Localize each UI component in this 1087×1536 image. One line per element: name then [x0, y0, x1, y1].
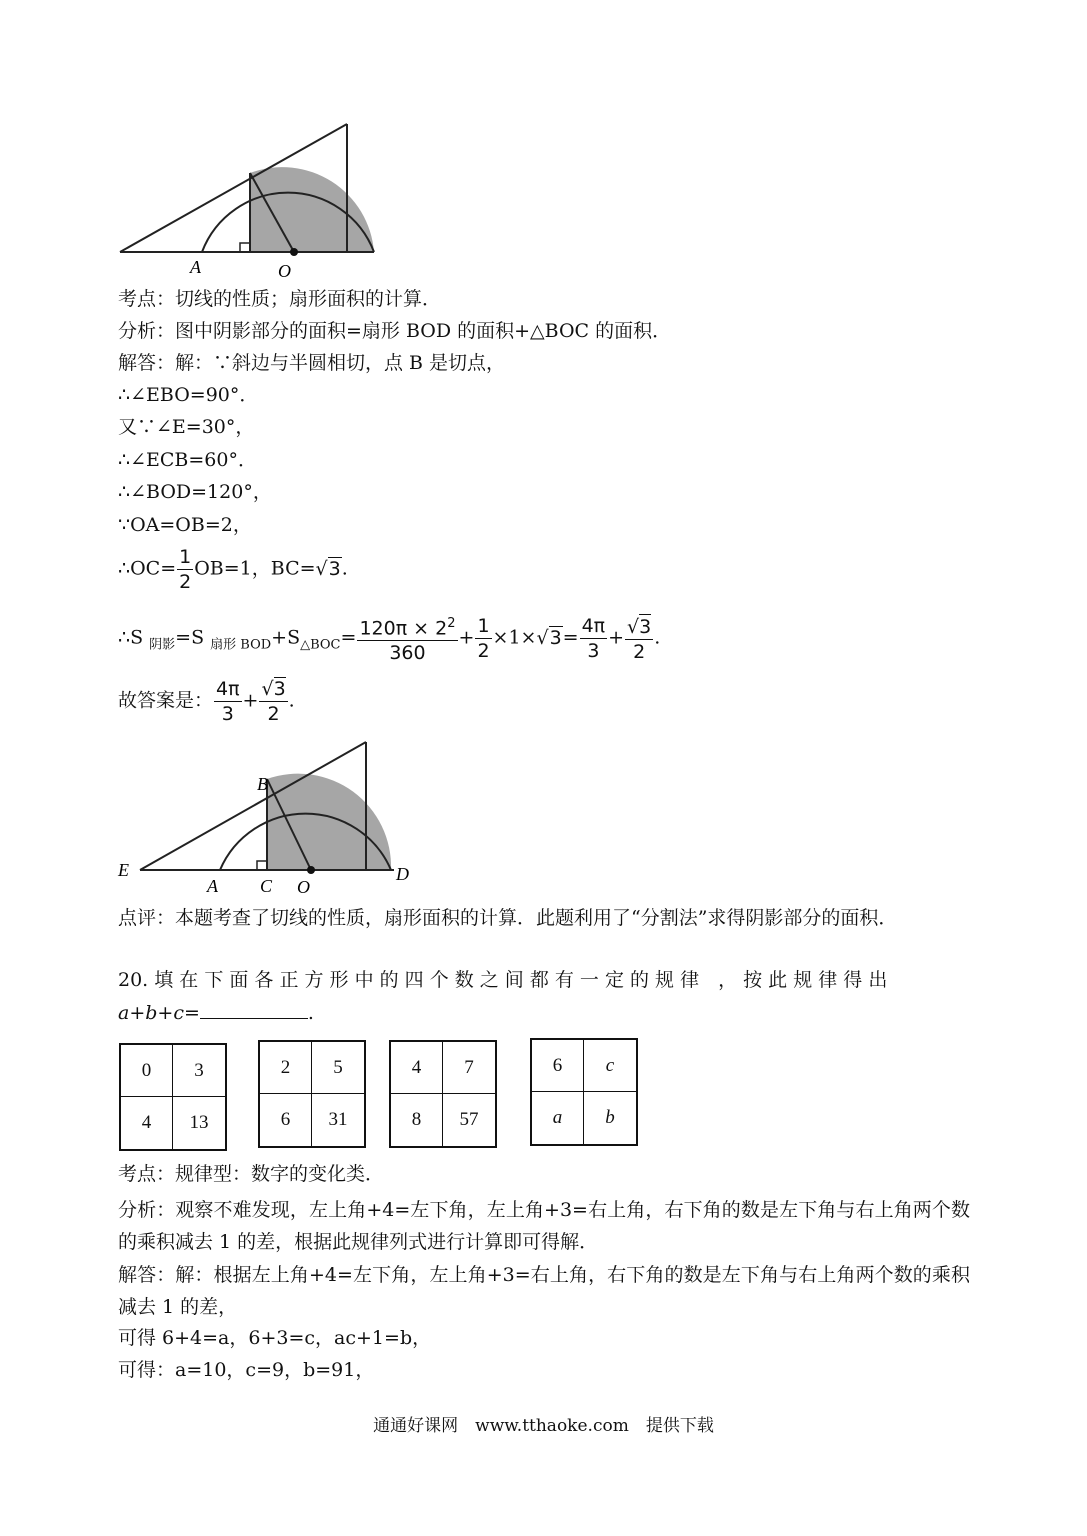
solution19-step2: 又∵∠E=30°，: [118, 416, 255, 438]
solution19-jieda: 解答：解：∵斜边与半圆相切，点 B 是切点，: [118, 352, 506, 374]
figure-2-label-o: O: [297, 877, 310, 896]
figure-2-label-b: B: [257, 774, 268, 794]
page-footer: 通通好课网 www.tthaoke.com 提供下载: [373, 1416, 714, 1436]
square-2-top-right: 5: [312, 1042, 364, 1094]
square-2: [258, 1040, 366, 1148]
square-1-bottom-left: 4: [121, 1097, 173, 1149]
figure-2-label-c: C: [260, 876, 273, 896]
figure-1-semicircle: [110, 118, 390, 288]
square-1-bottom-right: 13: [189, 1112, 209, 1133]
solution19-step4: ∴∠BOD=120°，: [118, 481, 272, 503]
square-4-bottom-left: a: [532, 1092, 584, 1144]
solution20-jieda: 解答：解：根据左上角+4=左下角，左上角+3=右上角，右下角的数是左下角与右上角两个数的乘积减去 1 的差，: [118, 1264, 970, 1318]
figure-2-label-a: A: [207, 876, 218, 896]
square-3-bottom-right: 57: [459, 1109, 479, 1130]
figure-1-label-a: A: [190, 257, 201, 277]
square-3: [389, 1040, 497, 1148]
square-2-bottom-right: 31: [328, 1109, 348, 1130]
square-3-top-right: 7: [443, 1042, 495, 1094]
solution19-fenxi: 分析：图中阴影部分的面积=扇形 BOD 的面积+△BOC 的面积．: [118, 320, 672, 342]
solution19-kaodian: 考点：切线的性质；扇形面积的计算．: [118, 288, 442, 310]
square-4-bottom-right: b: [605, 1107, 615, 1128]
square-2-top-left: 2: [260, 1042, 312, 1094]
solution20-step1: 可得 6+4=a，6+3=c，ac+1=b，: [118, 1327, 432, 1349]
solution19-step7: ∴S $_{阴影}$=S $_{扇形 BOD}+S_{\triangle BOC}=$ $\frac{120\pi \times 2^2}{360}$ + $\frac{1}{2}$ ×1×√3= $\frac{4\pi}{3}$ + $\frac{√3}{2}$ .: [118, 612, 660, 665]
solution19-step5: ∵OA=OB=2，: [118, 514, 252, 536]
solution20-kaodian: 考点：规律型：数字的变化类．: [118, 1163, 385, 1185]
square-4-top-left: 6: [532, 1040, 584, 1092]
solution19-step3: ∴∠ECB=60°．: [118, 449, 257, 471]
solution20-fenxi: 分析：观察不难发现，左上角+4=左下角，左上角+3=右上角，右下角的数是左下角与右上角两个数的乘积减去 1 的差，根据此规律列式进行计算即可得解．: [118, 1199, 970, 1253]
square-3-bottom-left: 8: [391, 1094, 443, 1146]
figure-2-semicircle: [110, 736, 420, 896]
answer-blank: [200, 1000, 308, 1019]
solution20-step2: 可得：a=10，c=9，b=91，: [118, 1359, 375, 1381]
square-4: [530, 1038, 638, 1146]
figure-2-label-d: D: [396, 864, 409, 884]
solution19-step1: ∴∠EBO=90°．: [118, 384, 259, 406]
square-1: [119, 1043, 227, 1151]
solution19-answer: 故答案是： $\frac{4\pi}{3}$ + $\frac{√3}{2}$ .: [118, 678, 295, 725]
question20-expr: a+b+c= .: [118, 1002, 314, 1024]
square-2-bottom-left: 6: [260, 1094, 312, 1146]
square-1-top-left: 0: [121, 1045, 173, 1097]
square-1-top-right: 3: [173, 1045, 225, 1097]
square-3-top-left: 4: [391, 1042, 443, 1094]
figure-2-label-e: E: [118, 860, 129, 880]
solution19-step6: ∴OC= $\frac{1}{2}$ OB=1，BC=√3.: [118, 546, 348, 593]
solution19-dianping: 点评：本题考查了切线的性质，扇形面积的计算．此题利用了“分割法”求得阴影部分的面积．: [118, 907, 898, 929]
figure-1-label-o: O: [278, 261, 291, 281]
question20-text: 20. 填 在 下 面 各 正 方 形 中 的 四 个 数 之 间 都 有 一 定 的 规 律 ， 按 此 规 律 得 出: [118, 969, 888, 991]
square-4-top-right: c: [584, 1040, 636, 1092]
